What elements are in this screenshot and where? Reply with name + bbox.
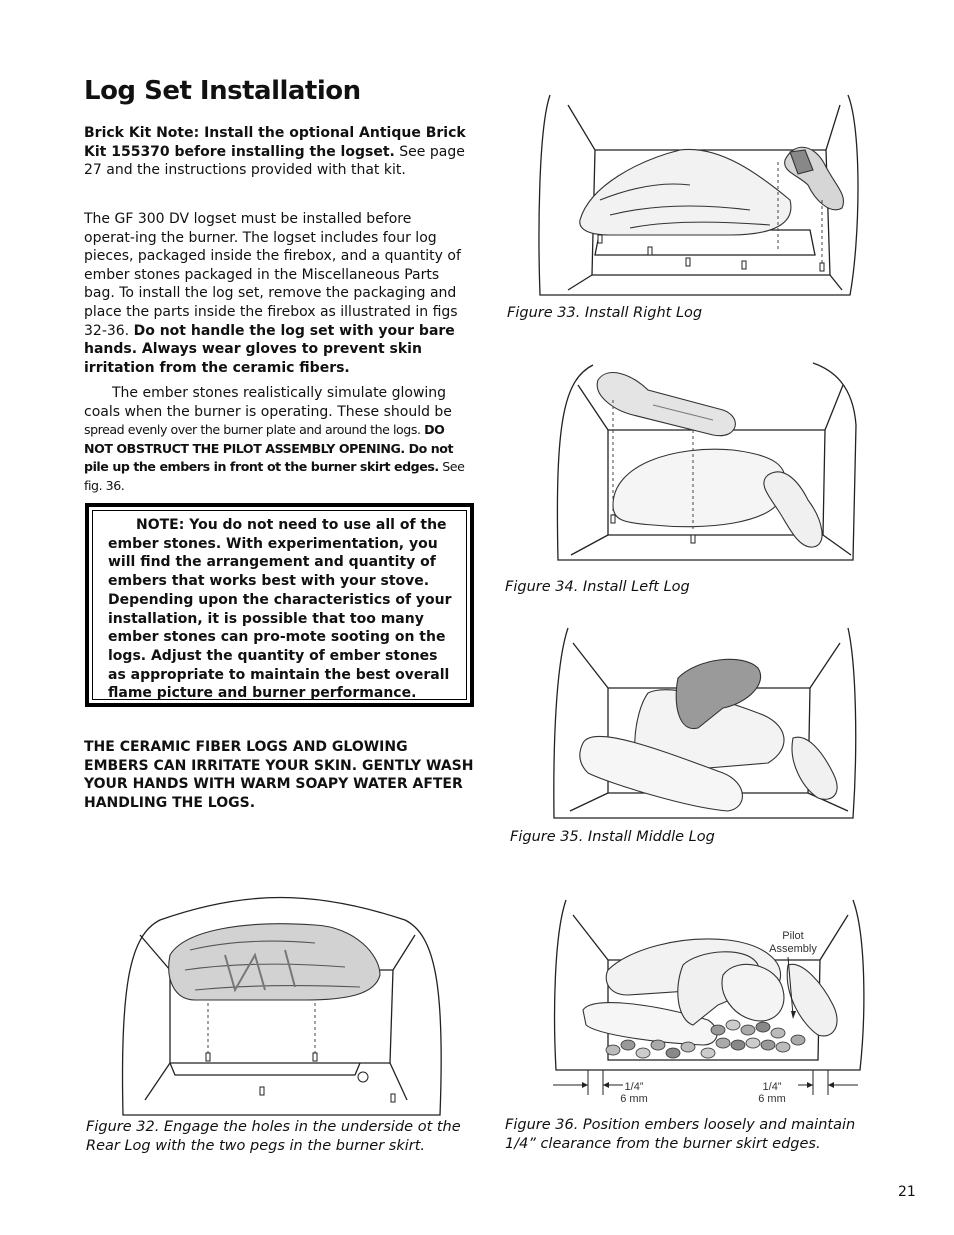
brick-kit-note-bold: Brick Kit Note: Install the optional Antique Brick Kit 155370 before installing the logset. <box>84 125 466 160</box>
figure-32-illustration <box>115 895 445 1120</box>
page-number: 21 <box>898 1184 916 1200</box>
ember-paragraph-text: The ember stones realistically simulate glowing coals when the burner is operating. These should be <box>84 385 452 420</box>
intro-paragraph <box>84 210 466 377</box>
ember-paragraph <box>84 384 466 496</box>
intro-paragraph-warning: Do not handle the log set with your bare hands. Always wear gloves to prevent skin irritation from the ceramic fibers. <box>84 322 455 376</box>
left-dimension-inch: 1/4” <box>624 1081 644 1093</box>
ember-paragraph-cond: spread evenly over the burner plate and around the logs. <box>84 422 425 438</box>
right-dimension-mm: 6 mm <box>758 1093 786 1105</box>
figure-34-illustration <box>553 355 858 570</box>
brick-kit-note <box>84 124 466 180</box>
note-body: You do not need to use all of the ember stones. With experimentation, you will find the arrangement and quantity of embers that works best with your stove. Depending upon the characteristics of your installation, it is possible that too many ember stones can pro-mote sooting on the logs. Adjust the quantity of ember stones as appropriate to maintain the best overall flame picture and burner performance. <box>108 517 452 702</box>
note-text <box>108 516 458 703</box>
left-dimension-mm: 6 mm <box>620 1093 648 1105</box>
skin-warning: THE CERAMIC FIBER LOGS AND GLOWING EMBERS CAN IRRITATE YOUR SKIN. GENTLY WASH YOUR HANDS WITH WARM SOAPY WATER AFTER HANDLING THE LOGS. <box>84 739 474 811</box>
intro-paragraph-text: The GF 300 DV logset must be installed before operat-ing the burner. The logset includes four log pieces, packaged inside the firebox, and a quantity of ember stones packaged in the Miscellaneous Parts bag. To install the log set, remove the packaging and place the parts inside the firebox as illustrated in figs 32-36. <box>84 211 461 339</box>
figure-36-illustration <box>548 895 878 1110</box>
pilot-label-line1: Pilot <box>782 930 804 942</box>
page-title: Log Set Installation <box>84 76 361 106</box>
ember-paragraph-end: See fig. 36. <box>84 459 465 493</box>
figure-33-caption: Figure 33. Install Right Log <box>507 305 703 321</box>
brick-kit-note-rest: See page 27 and the instructions provided with that kit. <box>84 143 465 179</box>
figure-35-illustration <box>548 623 863 823</box>
note-label: NOTE: <box>136 517 185 533</box>
pilot-label-line2: Assembly <box>769 943 817 955</box>
figure-32-caption: Figure 32. Engage the holes in the underside ot the Rear Log with the two pegs in the burner skirt. <box>86 1119 461 1154</box>
figure-36-caption: Figure 36. Position embers loosely and maintain 1/4” clearance from the burner skirt edges. <box>505 1117 856 1152</box>
figure-35-caption: Figure 35. Install Middle Log <box>510 829 715 845</box>
ember-paragraph-bold: DO NOT OBSTRUCT THE PILOT ASSEMBLY OPENING. Do not pile up the embers in front ot the burner skirt edges. <box>84 422 454 475</box>
right-dimension-inch: 1/4” <box>762 1081 782 1093</box>
figure-34-caption: Figure 34. Install Left Log <box>505 579 690 595</box>
figure-33-illustration <box>530 90 860 300</box>
